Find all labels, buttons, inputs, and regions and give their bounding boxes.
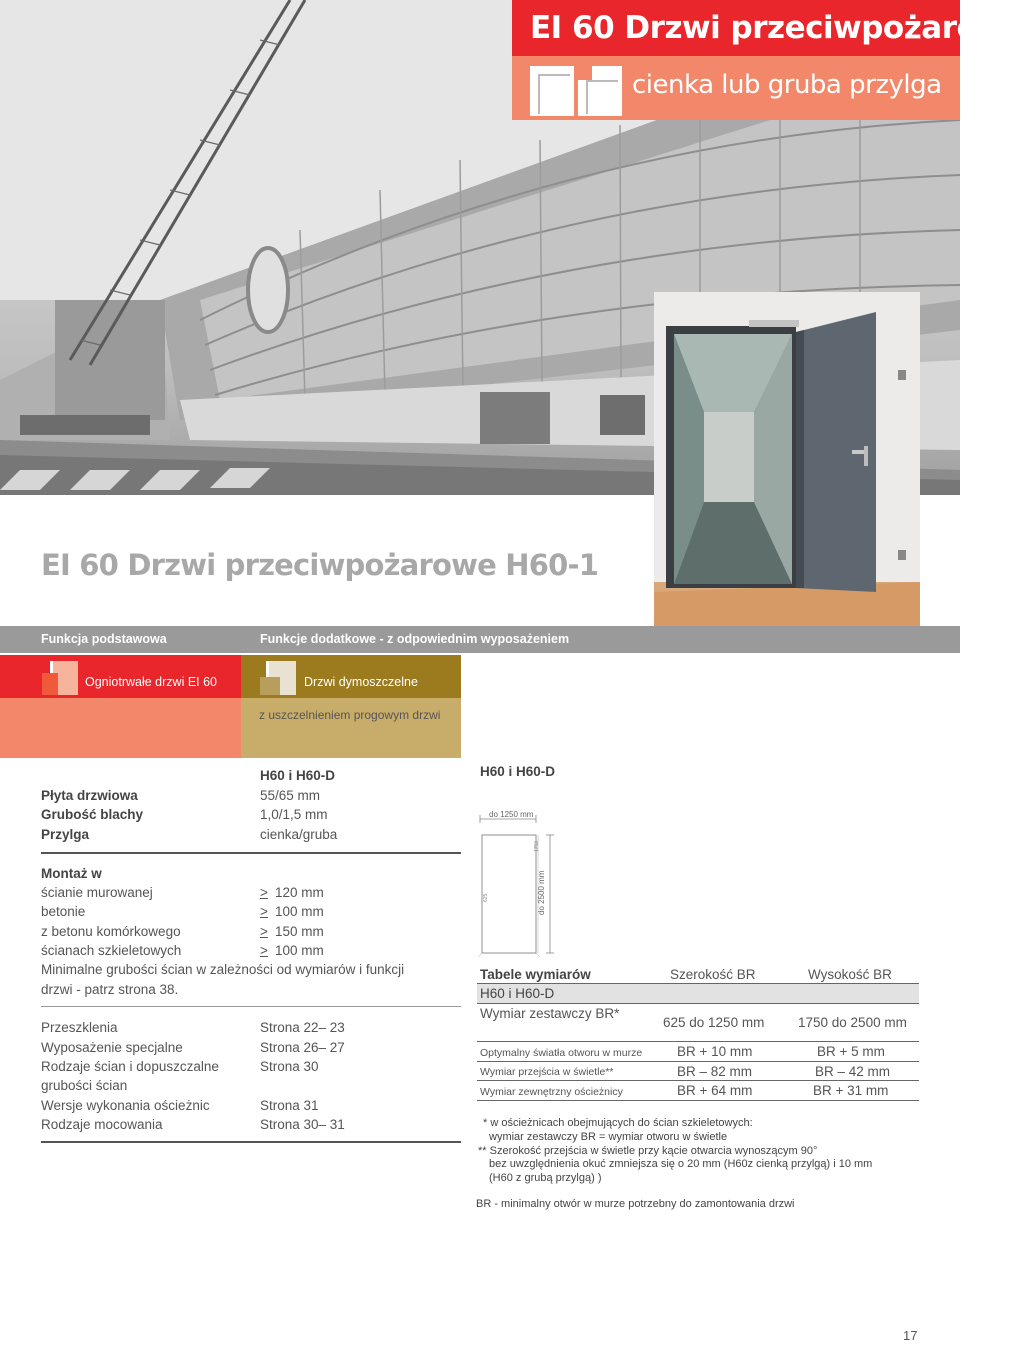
additional-function-sub: z uszczelnieniem progowym drzwi bbox=[259, 708, 441, 722]
reference-page: Strona 26– 27 bbox=[260, 1040, 345, 1055]
function-header-bar bbox=[0, 626, 960, 653]
additional-function-label: Drzwi dymoszczelne bbox=[304, 675, 418, 689]
reference-label: grubości ścian bbox=[41, 1078, 128, 1093]
mounting-label: betonie bbox=[41, 904, 86, 919]
table-col-width: Szerokość BR bbox=[670, 967, 756, 982]
reference-label: Wersje wykonania ościeżnic bbox=[41, 1098, 210, 1113]
divider bbox=[41, 1141, 461, 1143]
mounting-label: ścianach szkieletowych bbox=[41, 943, 182, 958]
table-row-label: Wymiar zewnętrzny ościeżnicy bbox=[480, 1086, 623, 1098]
spec-value: cienka/gruba bbox=[260, 827, 338, 842]
mounting-note: drzwi - patrz strona 38. bbox=[41, 982, 179, 997]
gte-symbol: > bbox=[260, 885, 268, 900]
reference-label: Wyposażenie specjalne bbox=[41, 1040, 183, 1055]
gte-symbol: > bbox=[260, 904, 268, 919]
table-row-label: Wymiar zestawczy BR* bbox=[480, 1006, 620, 1021]
header-title: EI 60 Drzwi przeciwpożarowe bbox=[512, 0, 960, 56]
table-row-label: Wymiar przejścia w świetle** bbox=[480, 1066, 614, 1078]
table-cell: BR + 10 mm bbox=[677, 1044, 753, 1059]
diagram-height-label: do 2500 mm bbox=[537, 870, 546, 915]
reference-label: Rodzaje ścian i dopuszczalne bbox=[41, 1059, 219, 1074]
table-cell: BR – 82 mm bbox=[677, 1064, 753, 1079]
divider bbox=[41, 1006, 461, 1007]
door-photo bbox=[654, 292, 920, 626]
divider bbox=[477, 1100, 919, 1101]
gte-symbol: > bbox=[260, 924, 268, 939]
diagram-mark-label: 625 bbox=[483, 893, 489, 902]
page-number: 17 bbox=[903, 1328, 918, 1343]
table-cell: BR + 64 mm bbox=[677, 1083, 753, 1098]
diagram-title: H60 i H60-D bbox=[480, 764, 556, 779]
mounting-value: 150 mm bbox=[275, 924, 324, 939]
basic-function-label: Ogniotrwałe drzwi EI 60 bbox=[85, 675, 218, 689]
basic-function-header: Funkcja podstawowa bbox=[41, 632, 167, 646]
reference-label: Rodzaje mocowania bbox=[41, 1117, 163, 1132]
gte-symbol: > bbox=[260, 943, 268, 958]
mounting-note: Minimalne grubości ścian w zależności od wymiarów i funkcji bbox=[41, 962, 405, 977]
diagram-mark-label: 1750 bbox=[534, 840, 540, 852]
table-cell: 1750 do 2500 mm bbox=[798, 1015, 907, 1030]
diagram-width-label: do 1250 mm bbox=[489, 810, 534, 819]
divider bbox=[477, 1041, 919, 1042]
table-cell: 625 do 1250 mm bbox=[663, 1015, 765, 1030]
footnote: * w ościeżnicach obejmujących do ścian szkieletowych: bbox=[483, 1117, 753, 1129]
reference-label: Przeszklenia bbox=[41, 1020, 118, 1035]
spec-value: 55/65 mm bbox=[260, 788, 321, 803]
header-subtitle: cienka lub gruba przylga bbox=[632, 70, 942, 100]
reference-page: Strona 30 bbox=[260, 1059, 319, 1074]
table-row-label: Optymalny światła otworu w murze bbox=[480, 1047, 643, 1059]
footnote: ** Szerokość przejścia w świetle przy kącie otwarcia wynoszącym 90° bbox=[478, 1145, 818, 1157]
table-col-height: Wysokość BR bbox=[808, 967, 892, 982]
additional-function-panel bbox=[241, 698, 461, 758]
mounting-label: z betonu komórkowego bbox=[41, 924, 181, 939]
thick-rebate-icon bbox=[578, 66, 622, 116]
smoke-door-icon bbox=[260, 659, 298, 695]
additional-function-bar bbox=[241, 655, 461, 698]
footnote: bez uwzględnienia okuć zmniejsza się o 20 mm (H60z cienką przylgą) i 10 mm bbox=[489, 1158, 873, 1170]
spec-label: Przylga bbox=[41, 827, 90, 842]
br-definition: BR - minimalny otwór w murze potrzebny do zamontowania drzwi bbox=[476, 1198, 795, 1210]
table-cell: BR + 5 mm bbox=[817, 1044, 885, 1059]
divider bbox=[477, 1061, 919, 1062]
table-cell: BR – 42 mm bbox=[815, 1064, 891, 1079]
table-title: Tabele wymiarów bbox=[480, 967, 591, 982]
table-cell: BR + 31 mm bbox=[813, 1083, 889, 1098]
divider bbox=[477, 1003, 919, 1004]
divider bbox=[477, 1080, 919, 1081]
divider bbox=[41, 852, 461, 854]
additional-function-header: Funkcje dodatkowe - z odpowiednim wyposażeniem bbox=[260, 632, 570, 646]
mounting-label: ścianie murowanej bbox=[41, 885, 153, 900]
mounting-title: Montaż w bbox=[41, 866, 102, 881]
reference-page: Strona 22– 23 bbox=[260, 1020, 345, 1035]
spec-label: Grubość blachy bbox=[41, 807, 144, 822]
header-subtitle-bar bbox=[512, 56, 960, 120]
basic-function-bar bbox=[0, 655, 241, 698]
thin-rebate-icon bbox=[530, 66, 574, 116]
table-model-label: H60 i H60-D bbox=[480, 986, 555, 1001]
mounting-value: 100 mm bbox=[275, 904, 324, 919]
spec-label: Płyta drzwiowa bbox=[41, 788, 138, 803]
page-title: EI 60 Drzwi przeciwpożarowe H60-1 bbox=[41, 548, 599, 582]
footnote: (H60 z grubą przylgą) ) bbox=[489, 1172, 602, 1184]
mounting-value: 120 mm bbox=[275, 885, 324, 900]
mounting-value: 100 mm bbox=[275, 943, 324, 958]
reference-page: Strona 31 bbox=[260, 1098, 319, 1113]
spec-value: 1,0/1,5 mm bbox=[260, 807, 328, 822]
footnote: wymiar zestawczy BR = wymiar otworu w świetle bbox=[489, 1131, 728, 1143]
reference-page: Strona 30– 31 bbox=[260, 1117, 345, 1132]
spec-model-header: H60 i H60-D bbox=[260, 768, 336, 783]
fire-door-icon bbox=[42, 659, 80, 695]
divider bbox=[477, 983, 919, 984]
